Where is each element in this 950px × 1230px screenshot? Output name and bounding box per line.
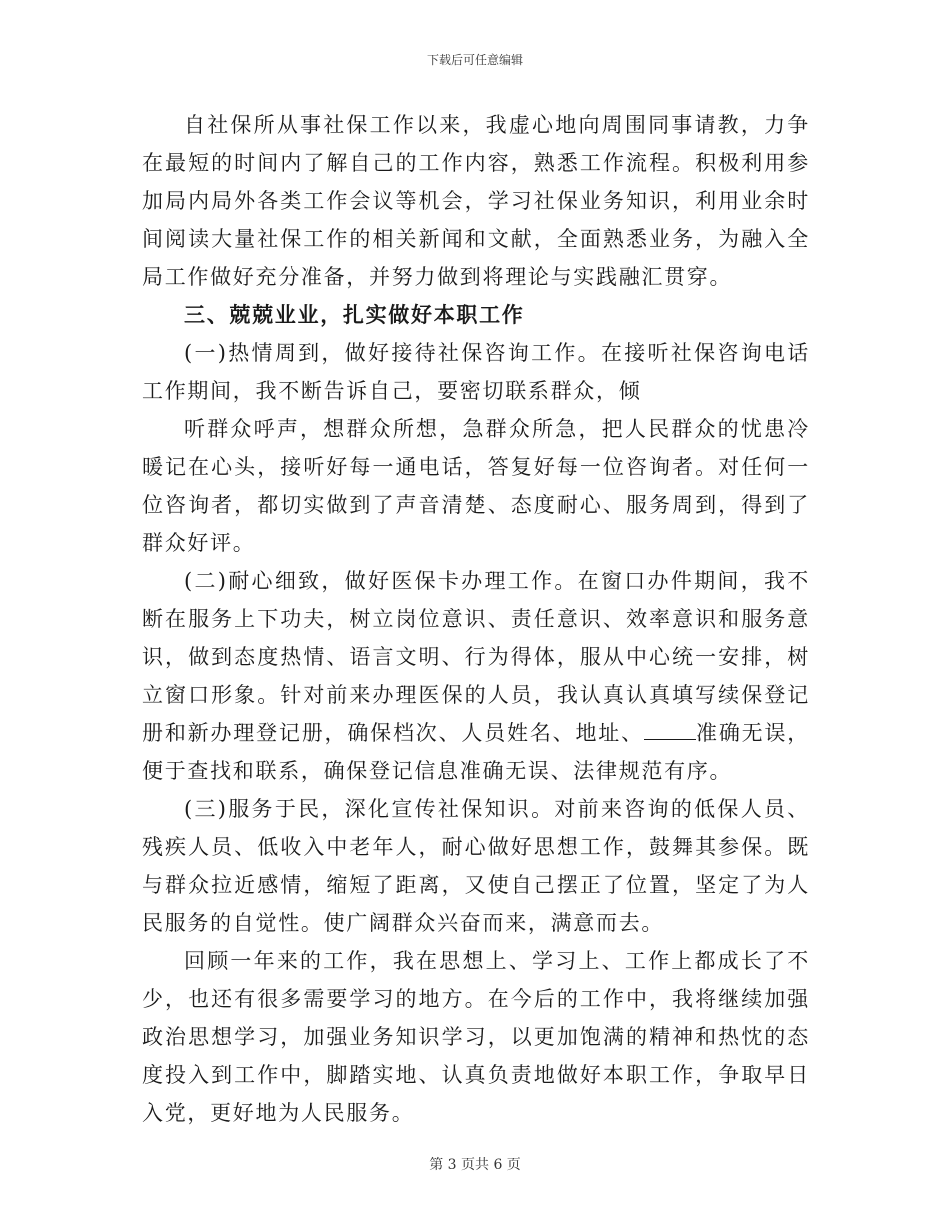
- page-number: 第 3 页共 6 页: [429, 1157, 521, 1173]
- paragraph-study-business: 自社保所从事社保工作以来，我虚心地向周围同事请教，力争在最短的时间内了解自己的工作内容，熟悉工作流程。积极利用参加局内局外各类工作会议等机会，学习社保业务知识，利用业余时间阅读大量社保工作的相关新闻和文献，全面熟悉业务，为融入全局工作做好充分准备，并努力做到将理论与实践融汇贯穿。: [142, 113, 810, 289]
- paragraph-medical-card: [142, 562, 810, 790]
- paragraph-medical-card-text-end: 准确无误，便于查找和联系，确保登记信息准确无误、法律规范有序。: [142, 721, 810, 783]
- paragraph-consultation-intro: (一)热情周到，做好接待社保咨询工作。在接听社保咨询电话工作期间，我不断告诉自己，要密切联系群众，倾: [142, 341, 810, 403]
- page-header: 下载后可任意编辑: [426, 53, 523, 67]
- paragraph-consultation-continued: 听群众呼声，想群众所想，急群众所急，把人民群众的忧患冷暖记在心头，接听好每一通电话，答复好每一位咨询者。对任何一位咨询者，都切实做到了声音清楚、态度耐心、服务周到，得到了群众好评。: [142, 417, 810, 555]
- fill-in-blank-line: [644, 721, 696, 740]
- document-body: [142, 106, 810, 1132]
- section-heading-3: 三、兢兢业业，扎实做好本职工作: [184, 302, 525, 327]
- paragraph-medical-card-text: (二)耐心细致，做好医保卡办理工作。在窗口办件期间，我不断在服务上下功夫，树立岗位意识、责任意识、效率意识和服务意识，做到态度热情、语言文明、行为得体，服从中心统一安排，树立窗口形象。针对前来办理医保的人员，我认真认真填写续保登记册和新办理登记册，确保档次、人员姓名、地址、: [142, 569, 810, 745]
- paragraph-review: 回顾一年来的工作，我在思想上、学习上、工作上都成长了不少，也还有很多需要学习的地方。在今后的工作中，我将继续加强政治思想学习，加强业务知识学习，以更加饱满的精神和热忱的态度投入到工作中，脚踏实地、认真负责地做好本职工作，争取早日入党，更好地为人民服务。: [142, 949, 810, 1125]
- paragraph-publicity: (三)服务于民，深化宣传社保知识。对前来咨询的低保人员、残疾人员、低收入中老年人，耐心做好思想工作，鼓舞其参保。既与群众拉近感情，缩短了距离，又使自己摆正了位置，坚定了为人民服务的自觉性。使广阔群众兴奋而来，满意而去。: [142, 797, 810, 935]
